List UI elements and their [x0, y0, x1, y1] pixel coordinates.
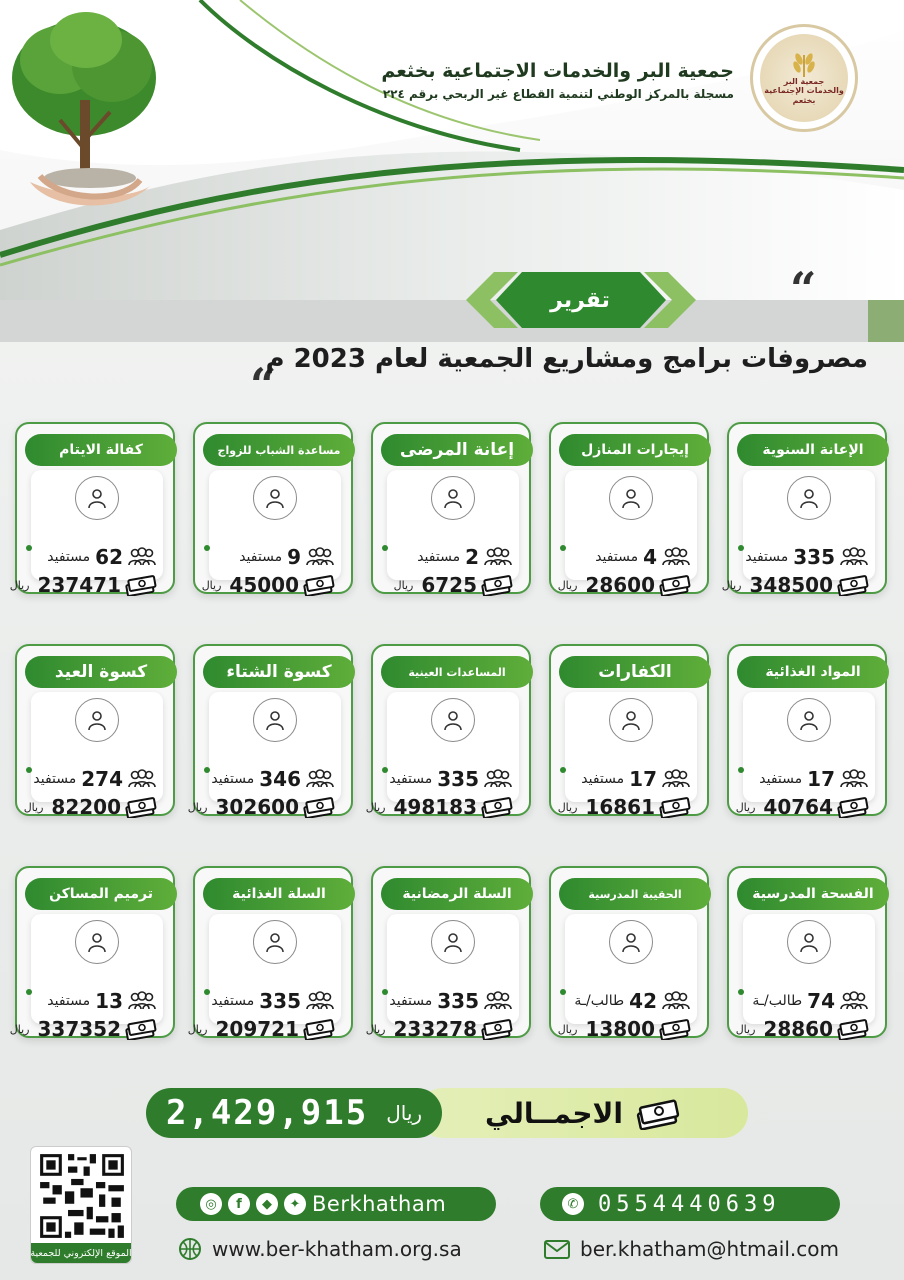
- program-card-title: المساعدات العينية: [381, 656, 533, 688]
- beneficiaries-count: 335: [437, 767, 479, 791]
- program-card-body: [735, 914, 875, 1041]
- amount-value: 16861: [585, 795, 655, 819]
- money-icon: [481, 574, 513, 596]
- card-accent-dot: [382, 767, 388, 773]
- beneficiaries-row: [749, 766, 869, 792]
- currency-label: ريال: [557, 578, 578, 592]
- tree-in-hands-image: [0, 0, 200, 230]
- program-card-body: [23, 692, 163, 819]
- amount-row: [721, 572, 869, 598]
- people-icon: [127, 991, 157, 1011]
- beneficiaries-row: [211, 988, 335, 1014]
- beneficiaries-row: [389, 988, 513, 1014]
- amount-value: 237471: [37, 573, 121, 597]
- amount-value: 82200: [51, 795, 121, 819]
- amount-value: 302600: [215, 795, 299, 819]
- children-icon: [75, 476, 119, 520]
- organization-name: جمعية البر والخدمات الاجتماعية بخثعم: [381, 60, 734, 82]
- basket-ramadan-icon: [431, 920, 475, 964]
- beneficiaries-unit: طالب/ـة: [752, 993, 803, 1009]
- registration-text: مسجلة بالمركز الوطني لتنمية القطاع غير الربحي برقم ٢٢٤: [382, 87, 734, 101]
- beneficiaries-row: [571, 766, 691, 792]
- people-icon: [483, 547, 513, 567]
- beneficiaries-row: [389, 766, 513, 792]
- program-card-body: [187, 692, 341, 819]
- amount-row: [365, 1016, 513, 1042]
- program-card-title: كسوة الشتاء: [203, 656, 355, 688]
- program-card-title: كسوة العيد: [25, 656, 177, 688]
- currency-label: ريال: [721, 578, 742, 592]
- program-card-body: [365, 914, 519, 1041]
- amount-row: [393, 572, 513, 598]
- currency-label: ريال: [557, 1022, 578, 1036]
- people-icon: [127, 769, 157, 789]
- amount-row: [201, 572, 335, 598]
- amount-row: [557, 794, 691, 820]
- currency-label: ريال: [187, 800, 208, 814]
- beneficiaries-unit: مستفيد: [581, 771, 625, 787]
- people-icon: [483, 991, 513, 1011]
- beneficiaries-row: [37, 988, 157, 1014]
- wheat-icon: [784, 51, 824, 77]
- logo-line-1: جمعية البر: [783, 77, 825, 87]
- social-handle[interactable]: Berkhatham: [312, 1192, 447, 1216]
- program-card-title: المواد الغذائية: [737, 656, 889, 688]
- beneficiaries-unit: مستفيد: [595, 549, 639, 565]
- beneficiaries-unit: مستفيد: [239, 549, 283, 565]
- program-card: [187, 866, 353, 1041]
- basket-food-icon: [253, 920, 297, 964]
- program-card-title: مساعدة الشباب للزواج: [203, 434, 355, 466]
- beneficiaries-unit: مستفيد: [745, 549, 789, 565]
- money-icon: [125, 574, 157, 596]
- beneficiaries-unit: مستفيد: [417, 549, 461, 565]
- program-card: [9, 422, 175, 597]
- total-currency: ريال: [386, 1101, 423, 1125]
- people-icon: [661, 769, 691, 789]
- builder-icon: [75, 920, 119, 964]
- card-accent-dot: [26, 767, 32, 773]
- card-accent-dot: [560, 545, 566, 551]
- amount-value: 209721: [215, 1017, 299, 1041]
- program-card: [727, 866, 887, 1041]
- website-url[interactable]: www.ber-khatham.org.sa: [212, 1237, 462, 1261]
- students-icon: [787, 920, 831, 964]
- beneficiaries-count: 274: [81, 767, 123, 791]
- program-card-title: الفسحة المدرسية: [737, 878, 889, 910]
- money-icon: [837, 574, 869, 596]
- wheelchair-drip-icon: [431, 476, 475, 520]
- phone-pill[interactable]: [540, 1187, 840, 1221]
- amount-row: [187, 794, 335, 820]
- card-accent-dot: [738, 767, 744, 773]
- amount-value: 28600: [585, 573, 655, 597]
- currency-label: ريال: [393, 578, 414, 592]
- program-card: [549, 644, 709, 819]
- program-card-title: ترميم المساكن: [25, 878, 177, 910]
- card-accent-dot: [382, 545, 388, 551]
- money-icon: [303, 796, 335, 818]
- money-icon: [481, 1018, 513, 1040]
- money-icon: [125, 796, 157, 818]
- program-card: [187, 644, 353, 819]
- beneficiaries-row: [749, 988, 869, 1014]
- social-pill[interactable]: [176, 1187, 496, 1221]
- people-icon: [305, 991, 335, 1011]
- total-bar: [146, 1088, 748, 1138]
- money-icon: [481, 796, 513, 818]
- people-icon: [839, 547, 869, 567]
- program-card-title: إعانة المرضى: [381, 434, 533, 466]
- email-address[interactable]: ber.khatham@htmail.com: [580, 1237, 839, 1261]
- program-card: [365, 866, 531, 1041]
- program-card: [193, 422, 353, 597]
- card-accent-dot: [26, 989, 32, 995]
- amount-value: 45000: [229, 573, 299, 597]
- program-card-title: السلة الرمضانية: [381, 878, 533, 910]
- currency-label: ريال: [187, 1022, 208, 1036]
- card-accent-dot: [738, 545, 744, 551]
- currency-label: ريال: [735, 1022, 756, 1036]
- card-accent-dot: [26, 545, 32, 551]
- website-link[interactable]: [178, 1234, 462, 1264]
- beneficiaries-count: 42: [629, 989, 657, 1013]
- program-card-body: [387, 470, 519, 597]
- beneficiaries-count: 62: [95, 545, 123, 569]
- email-link[interactable]: [544, 1234, 839, 1264]
- beneficiaries-unit: مستفيد: [47, 549, 91, 565]
- people-icon: [305, 547, 335, 567]
- program-card: [727, 644, 887, 819]
- program-card: [549, 866, 709, 1041]
- program-card-title: الحقيبة المدرسية: [559, 878, 711, 910]
- report-bar: [0, 300, 904, 342]
- program-card-body: [9, 914, 163, 1041]
- program-card: [371, 422, 531, 597]
- website-qr-code[interactable]: [30, 1146, 132, 1264]
- currency-label: ريال: [365, 1022, 386, 1036]
- whatsapp-icon[interactable]: ✆: [562, 1193, 584, 1215]
- food-sack-icon: [787, 698, 831, 742]
- card-accent-dot: [204, 989, 210, 995]
- beneficiaries-row: [37, 544, 157, 570]
- card-accent-dot: [382, 989, 388, 995]
- currency-label: ريال: [201, 578, 222, 592]
- amount-row: [9, 1016, 157, 1042]
- backpack-icon: [609, 920, 653, 964]
- money-icon: [659, 1018, 691, 1040]
- total-amount-pill: [146, 1088, 442, 1138]
- currency-label: ريال: [735, 800, 756, 814]
- program-card-title: السلة الغذائية: [203, 878, 355, 910]
- money-icon: [659, 574, 691, 596]
- amount-value: 337352: [37, 1017, 121, 1041]
- beneficiaries-unit: مستفيد: [211, 993, 255, 1009]
- total-label: الاجمــالي: [485, 1096, 623, 1130]
- amount-row: [557, 572, 691, 598]
- beneficiaries-count: 17: [629, 767, 657, 791]
- envelope-icon: [544, 1238, 570, 1260]
- currency-label: ريال: [9, 578, 30, 592]
- organization-name-block: [381, 60, 734, 101]
- program-card: [9, 866, 175, 1041]
- beneficiaries-unit: مستفيد: [759, 771, 803, 787]
- program-card: [365, 644, 531, 819]
- basketball-icon: [178, 1237, 202, 1261]
- house-family-icon: [609, 476, 653, 520]
- money-icon: [303, 1018, 335, 1040]
- people-icon: [305, 769, 335, 789]
- currency-label: ريال: [23, 800, 44, 814]
- program-card-body: [557, 692, 697, 819]
- logo-line-3: بخثعم: [792, 95, 816, 105]
- amount-value: 498183: [393, 795, 477, 819]
- program-card-title: إيجارات المنازل: [559, 434, 711, 466]
- amount-row: [23, 794, 157, 820]
- qr-code-icon: [37, 1151, 127, 1241]
- currency-label: ريال: [365, 800, 386, 814]
- people-icon: [483, 769, 513, 789]
- beneficiaries-row: [215, 544, 335, 570]
- beneficiaries-count: 9: [287, 545, 301, 569]
- beneficiaries-row: [33, 766, 157, 792]
- money-icon: [659, 796, 691, 818]
- money-icon: [125, 1018, 157, 1040]
- hands-heart-icon: [787, 476, 831, 520]
- rings-icon: [253, 476, 297, 520]
- jacket-icon: [253, 698, 297, 742]
- twitter-icon[interactable]: ✦: [284, 1193, 306, 1215]
- money-icon: [303, 574, 335, 596]
- page-title: مصروفات برامج ومشاريع الجمعية لعام 2023 م: [265, 344, 868, 374]
- organization-logo: [750, 24, 858, 132]
- currency-label: ريال: [9, 1022, 30, 1036]
- program-card-title: الكفارات: [559, 656, 711, 688]
- beneficiaries-count: 17: [807, 767, 835, 791]
- program-card-body: [735, 692, 875, 819]
- open-quote-mark: “: [790, 262, 817, 316]
- amount-row: [365, 794, 513, 820]
- amount-value: 233278: [393, 1017, 477, 1041]
- people-icon: [839, 769, 869, 789]
- amount-row: [735, 794, 869, 820]
- program-card-body: [9, 470, 163, 597]
- card-accent-dot: [204, 767, 210, 773]
- beneficiaries-unit: مستفيد: [389, 771, 433, 787]
- program-card-body: [557, 914, 697, 1041]
- logo-line-2: والخدمات الإجتماعية: [764, 86, 844, 96]
- money-icon: [837, 796, 869, 818]
- shirt-icon: [75, 698, 119, 742]
- beneficiaries-unit: مستفيد: [47, 993, 91, 1009]
- phone-number[interactable]: 0554440639: [598, 1191, 781, 1217]
- program-card-body: [557, 470, 697, 597]
- card-accent-dot: [560, 989, 566, 995]
- amount-value: 13800: [585, 1017, 655, 1041]
- amount-value: 348500: [749, 573, 833, 597]
- report-label: تقرير: [550, 287, 610, 313]
- program-card: [721, 422, 887, 597]
- beneficiaries-count: 335: [793, 545, 835, 569]
- total-amount: 2,429,915: [165, 1093, 369, 1133]
- program-card-body: [201, 470, 341, 597]
- people-icon: [127, 547, 157, 567]
- card-accent-dot: [560, 767, 566, 773]
- card-accent-dot: [204, 545, 210, 551]
- program-card: [15, 644, 175, 819]
- people-icon: [661, 991, 691, 1011]
- program-card-body: [365, 692, 519, 819]
- amount-row: [557, 1016, 691, 1042]
- people-icon: [839, 991, 869, 1011]
- amount-row: [187, 1016, 335, 1042]
- money-icon: [837, 1018, 869, 1040]
- beneficiaries-row: [211, 766, 335, 792]
- amount-row: [735, 1016, 869, 1042]
- beneficiaries-unit: مستفيد: [389, 993, 433, 1009]
- cash-bill-icon: [609, 698, 653, 742]
- beneficiaries-count: 13: [95, 989, 123, 1013]
- program-card: [549, 422, 709, 597]
- program-card-body: [721, 470, 875, 597]
- beneficiaries-count: 4: [643, 545, 657, 569]
- card-accent-dot: [738, 989, 744, 995]
- beneficiaries-count: 74: [807, 989, 835, 1013]
- beneficiaries-unit: طالب/ـة: [574, 993, 625, 1009]
- close-quote-mark: “: [250, 358, 277, 412]
- beneficiaries-row: [571, 988, 691, 1014]
- program-card-title: الإعانة السنوية: [737, 434, 889, 466]
- program-card-body: [187, 914, 341, 1041]
- beneficiaries-row: [393, 544, 513, 570]
- instagram-icon[interactable]: ◎: [200, 1193, 222, 1215]
- facebook-icon[interactable]: f: [228, 1193, 250, 1215]
- beneficiaries-count: 346: [259, 767, 301, 791]
- beneficiaries-count: 2: [465, 545, 479, 569]
- amount-value: 28860: [763, 1017, 833, 1041]
- snapchat-icon[interactable]: ◆: [256, 1193, 278, 1215]
- report-bar-accent: [868, 300, 904, 342]
- qr-caption: الموقع الإلكتروني للجمعية: [31, 1243, 131, 1263]
- amount-row: [9, 572, 157, 598]
- goods-icon: [431, 698, 475, 742]
- beneficiaries-unit: مستفيد: [211, 771, 255, 787]
- beneficiaries-count: 335: [437, 989, 479, 1013]
- money-stack-icon: [635, 1096, 681, 1130]
- people-icon: [661, 547, 691, 567]
- amount-value: 6725: [421, 573, 477, 597]
- beneficiaries-row: [571, 544, 691, 570]
- currency-label: ريال: [557, 800, 578, 814]
- beneficiaries-count: 335: [259, 989, 301, 1013]
- total-label-pill: [418, 1088, 748, 1138]
- beneficiaries-row: [745, 544, 869, 570]
- program-card-title: كفالة الايتام: [25, 434, 177, 466]
- beneficiaries-unit: مستفيد: [33, 771, 77, 787]
- amount-value: 40764: [763, 795, 833, 819]
